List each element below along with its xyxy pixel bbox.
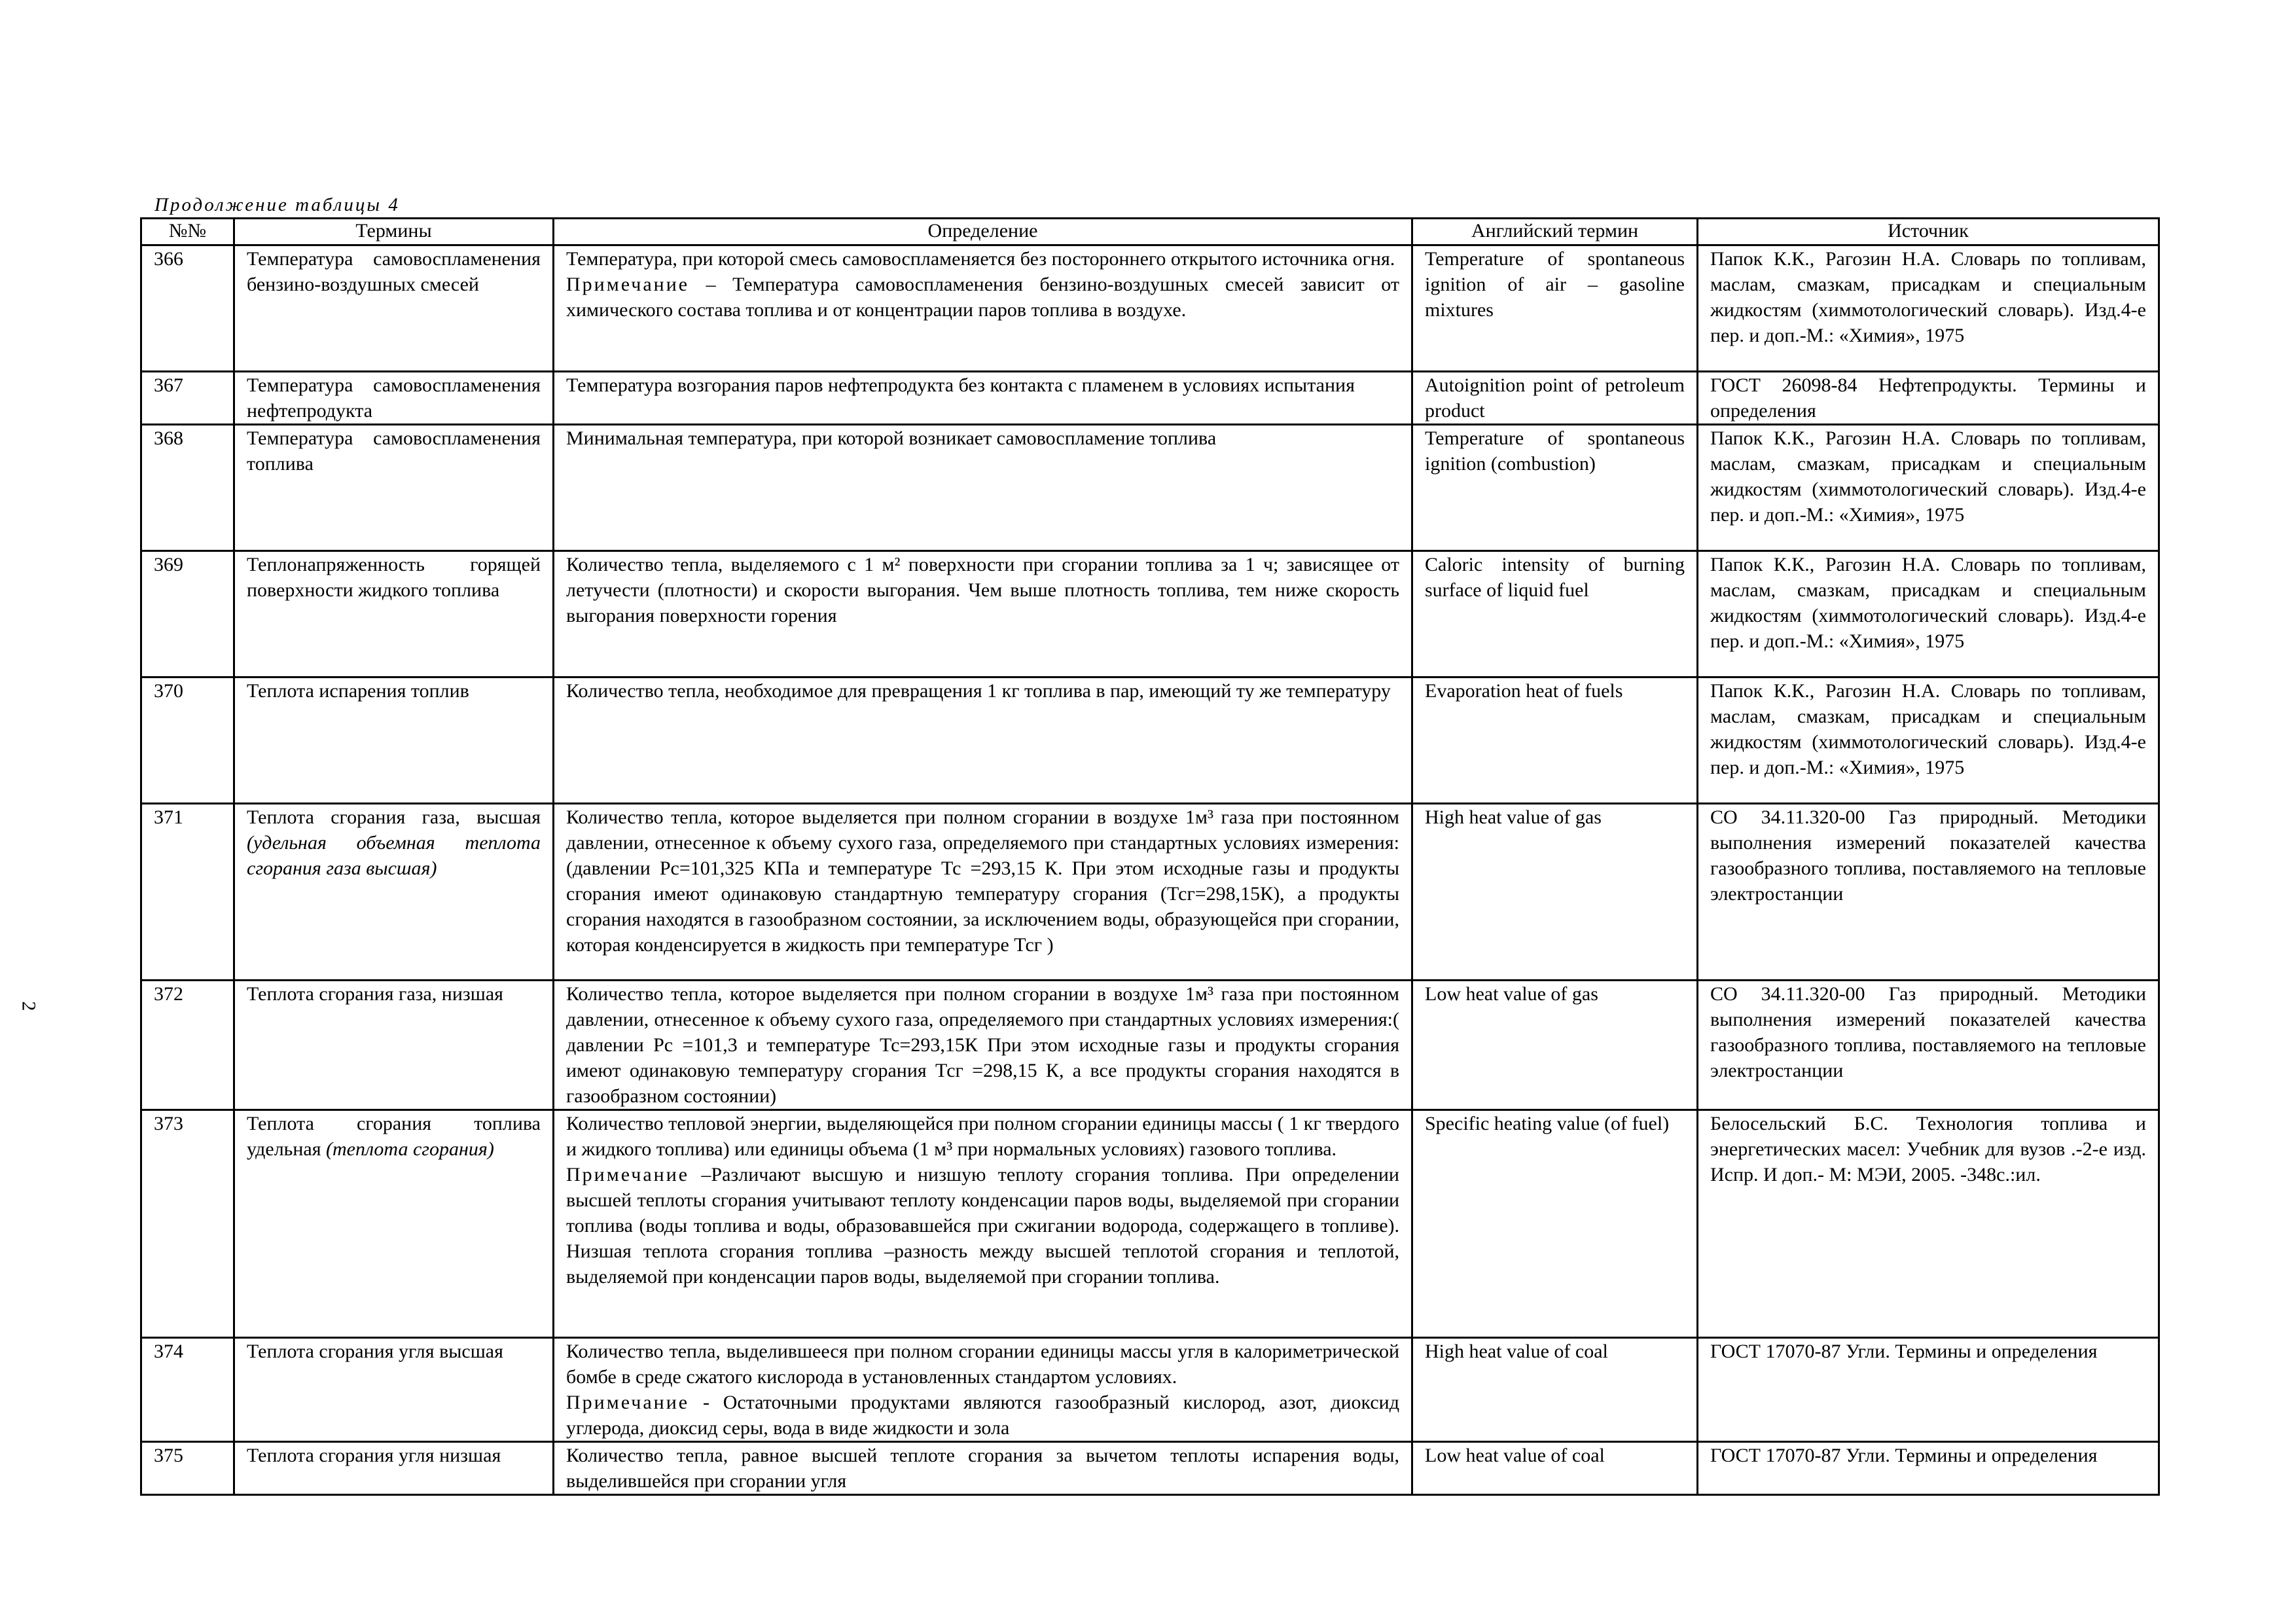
table-header-row bbox=[141, 219, 2159, 245]
source-cell bbox=[1698, 1110, 2159, 1338]
source-text: Папок К.К., Рагозин Н.А. Словарь по топливам, маслам, смазкам, присадкам и специальным жидкостям (химмотологический словарь). Изд.4-е пер. и доп.-М.: «Химия», 1975 bbox=[1710, 554, 2146, 652]
english-term: Specific heating value (of fuel) bbox=[1425, 1113, 1670, 1134]
term-cell bbox=[234, 1442, 554, 1495]
term-cell bbox=[234, 245, 554, 372]
term-cell bbox=[234, 551, 554, 677]
definition-text: Количество тепла, выделяемого с 1 м² поверхности при сгорании топлива за 1 ч; зависящее от летучести (плотности) и скорости выгорания. Чем выше плотность топлива, тем ниже скорость выгорания поверхности горения bbox=[566, 554, 1399, 626]
english-term-cell bbox=[1412, 677, 1698, 804]
term-cell bbox=[234, 1338, 554, 1442]
note-text: - Остаточными продуктами являются газообразный кислород, азот, диоксид углерода, диоксид серы, вода в виде жидкости и зола bbox=[566, 1392, 1399, 1439]
note-paragraph bbox=[566, 1162, 1399, 1290]
definition-paragraph bbox=[566, 678, 1399, 704]
english-term: Autoignition point of petroleum product bbox=[1425, 374, 1685, 422]
term-text: Температура самовоспламенения нефтепродукта bbox=[247, 374, 541, 422]
row-number-cell bbox=[141, 981, 234, 1110]
source-cell bbox=[1698, 245, 2159, 372]
term-cell bbox=[234, 372, 554, 425]
source-cell bbox=[1698, 372, 2159, 425]
definition-cell bbox=[554, 981, 1412, 1110]
term-cell bbox=[234, 425, 554, 551]
page-number: 2 bbox=[18, 1001, 40, 1011]
term-cell bbox=[234, 1110, 554, 1338]
definition-cell bbox=[554, 1442, 1412, 1495]
terms-table bbox=[140, 217, 2160, 1496]
term-text: Теплонапряженность горящей поверхности жидкого топлива bbox=[247, 554, 541, 601]
table-row bbox=[141, 551, 2159, 677]
term-cell bbox=[234, 981, 554, 1110]
header-terms: Термины bbox=[234, 219, 554, 245]
table-row bbox=[141, 425, 2159, 551]
note-paragraph bbox=[566, 272, 1399, 323]
definition-paragraph bbox=[566, 246, 1399, 272]
term-text: Теплота сгорания угля низшая bbox=[247, 1445, 501, 1466]
definition-text: Температура, при которой смесь самовоспламеняется без постороннего открытого источника огня. bbox=[566, 248, 1395, 270]
english-term-cell bbox=[1412, 1442, 1698, 1495]
english-term-cell bbox=[1412, 425, 1698, 551]
definition-cell bbox=[554, 551, 1412, 677]
row-number-cell bbox=[141, 551, 234, 677]
row-number: 374 bbox=[154, 1341, 183, 1362]
header-english-term: Английский термин bbox=[1412, 219, 1698, 245]
row-number: 367 bbox=[154, 374, 183, 396]
source-cell bbox=[1698, 425, 2159, 551]
english-term-cell bbox=[1412, 1110, 1698, 1338]
row-number: 375 bbox=[154, 1445, 183, 1466]
header-definition: Определение bbox=[554, 219, 1412, 245]
row-number-cell bbox=[141, 372, 234, 425]
source-text: ГОСТ 17070-87 Угли. Термины и определения bbox=[1710, 1445, 2098, 1466]
definition-cell bbox=[554, 372, 1412, 425]
source-cell bbox=[1698, 1338, 2159, 1442]
row-number: 369 bbox=[154, 554, 183, 575]
table-caption: Продолжение таблицы 4 bbox=[154, 194, 400, 215]
row-number: 368 bbox=[154, 427, 183, 449]
source-text: Белосельский Б.С. Технология топлива и энергетических масел: Учебник для вузов .-2-е изд. Испр. И доп.- М: МЭИ, 2005. -348с.:ил. bbox=[1710, 1113, 2146, 1185]
term-synonym: (удельная объемная теплота сгорания газа высшая) bbox=[247, 832, 541, 879]
source-text: СО 34.11.320-00 Газ природный. Методики выполнения измерений показателей качества газообразного топлива, поставляемого на тепловые электростанции bbox=[1710, 983, 2146, 1081]
english-term: Low heat value of coal bbox=[1425, 1445, 1605, 1466]
source-cell bbox=[1698, 551, 2159, 677]
english-term: High heat value of coal bbox=[1425, 1341, 1608, 1362]
row-number: 370 bbox=[154, 680, 183, 702]
note-label: Примечание bbox=[566, 1164, 690, 1185]
source-text: ГОСТ 17070-87 Угли. Термины и определения bbox=[1710, 1341, 2098, 1362]
definition-cell bbox=[554, 1338, 1412, 1442]
term-text: Теплота сгорания угля высшая bbox=[247, 1341, 503, 1362]
definition-paragraph bbox=[566, 425, 1399, 451]
source-cell bbox=[1698, 981, 2159, 1110]
term-cell bbox=[234, 677, 554, 804]
table-row bbox=[141, 1338, 2159, 1442]
definition-text: Количество тепла, которое выделяется при полном сгорании в воздухе 1м³ газа при постоянном давлении, отнесенное к объему сухого газа, определяемого при стандартных условиях измерения:( давлении Рс =101,3 и температуре Тс=293,15К При этом исходные газы и продукты сгорания имеют одинаковую температуру сгорания Тсг =298,15 К, а все продукты сгорания находятся в газообразном состоянии) bbox=[566, 983, 1399, 1107]
definition-paragraph bbox=[566, 804, 1399, 958]
source-text: ГОСТ 26098-84 Нефтепродукты. Термины и определения bbox=[1710, 374, 2146, 422]
row-number: 372 bbox=[154, 983, 183, 1005]
source-cell bbox=[1698, 1442, 2159, 1495]
note-paragraph bbox=[566, 1390, 1399, 1441]
source-text: Папок К.К., Рагозин Н.А. Словарь по топливам, маслам, смазкам, присадкам и специальным жидкостям (химмотологический словарь). Изд.4-е пер. и доп.-М.: «Химия», 1975 bbox=[1710, 248, 2146, 346]
table-row bbox=[141, 1442, 2159, 1495]
english-term: Evaporation heat of fuels bbox=[1425, 680, 1623, 702]
note-label: Примечание bbox=[566, 274, 690, 295]
row-number-cell bbox=[141, 804, 234, 981]
table-row bbox=[141, 981, 2159, 1110]
header-number: №№ bbox=[141, 219, 234, 245]
english-term-cell bbox=[1412, 245, 1698, 372]
note-text: – Температура самовоспламенения бензино-воздушных смесей зависит от химического состава топлива и от концентрации паров топлива в воздухе. bbox=[566, 274, 1399, 321]
definition-cell bbox=[554, 804, 1412, 981]
definition-paragraph bbox=[566, 981, 1399, 1109]
term-synonym: (теплота сгорания) bbox=[326, 1138, 494, 1160]
english-term-cell bbox=[1412, 372, 1698, 425]
row-number: 366 bbox=[154, 248, 183, 270]
english-term: Low heat value of gas bbox=[1425, 983, 1598, 1005]
definition-cell bbox=[554, 1110, 1412, 1338]
source-cell bbox=[1698, 677, 2159, 804]
definition-cell bbox=[554, 425, 1412, 551]
definition-paragraph bbox=[566, 1443, 1399, 1494]
english-term: Temperature of spontaneous ignition of air – gasoline mixtures bbox=[1425, 248, 1685, 321]
table-row bbox=[141, 804, 2159, 981]
definition-paragraph bbox=[566, 552, 1399, 628]
row-number-cell bbox=[141, 1442, 234, 1495]
source-cell bbox=[1698, 804, 2159, 981]
table-row bbox=[141, 677, 2159, 804]
definition-cell bbox=[554, 677, 1412, 804]
definition-paragraph bbox=[566, 1111, 1399, 1162]
table-row bbox=[141, 372, 2159, 425]
row-number-cell bbox=[141, 677, 234, 804]
definition-paragraph bbox=[566, 372, 1399, 398]
source-text: Папок К.К., Рагозин Н.А. Словарь по топливам, маслам, смазкам, присадкам и специальным жидкостям (химмотологический словарь). Изд.4-е пер. и доп.-М.: «Химия», 1975 bbox=[1710, 427, 2146, 526]
row-number-cell bbox=[141, 1338, 234, 1442]
term-text: Теплота испарения топлив bbox=[247, 680, 469, 702]
term-cell bbox=[234, 804, 554, 981]
definition-text: Минимальная температура, при которой возникает самовоспламение топлива bbox=[566, 427, 1217, 449]
term-text: Теплота сгорания топлива удельная bbox=[247, 1113, 541, 1160]
row-number-cell bbox=[141, 245, 234, 372]
definition-text: Количество тепла, необходимое для превращения 1 кг топлива в пар, имеющий ту же температуру bbox=[566, 680, 1391, 702]
term-text: Теплота сгорания газа, низшая bbox=[247, 983, 503, 1005]
term-text: Теплота сгорания газа, высшая bbox=[247, 806, 541, 828]
definition-text: Количество тепловой энергии, выделяющейся при полном сгорании единицы массы ( 1 кг твердого и жидкого топлива) или единицы объема (1 м³ при нормальных условиях) газового топлива. bbox=[566, 1113, 1399, 1160]
definition-text: Температура возгорания паров нефтепродукта без контакта с пламенем в условиях испытания bbox=[566, 374, 1355, 396]
row-number: 373 bbox=[154, 1113, 183, 1134]
table-row bbox=[141, 245, 2159, 372]
note-text: –Различают высшую и низшую теплоту сгорания топлива. При определении высшей теплоты сгорания учитывают теплоту конденсации паров воды, выделяемой при сгорании топлива (воды топлива и воды, образовавшейся при сжигании водорода, содержащего в топливе). Низшая теплота сгорания топлива –разность между высшей теплотой сгорания и теплотой, выделяемой при конденсации паров воды, выделяемой при сгорании топлива. bbox=[566, 1164, 1399, 1288]
definition-paragraph bbox=[566, 1339, 1399, 1390]
english-term-cell bbox=[1412, 1338, 1698, 1442]
definition-text: Количество тепла, выделившееся при полном сгорании единицы массы угля в калориметрической бомбе в среде сжатого кислорода в установленных стандартом условиях. bbox=[566, 1341, 1399, 1388]
table-body bbox=[141, 245, 2159, 1495]
term-text: Температура самовоспламенения топлива bbox=[247, 427, 541, 475]
term-text: Температура самовоспламенения бензино-воздушных смесей bbox=[247, 248, 541, 295]
table-row bbox=[141, 1110, 2159, 1338]
source-text: СО 34.11.320-00 Газ природный. Методики выполнения измерений показателей качества газообразного топлива, поставляемого на тепловые электростанции bbox=[1710, 806, 2146, 905]
definition-text: Количество тепла, равное высшей теплоте сгорания за вычетом теплоты испарения воды, выделившейся при сгорании угля bbox=[566, 1445, 1399, 1492]
definition-text: Количество тепла, которое выделяется при полном сгорании в воздухе 1м³ газа при постоянном давлении, отнесенное к объему сухого газа, определяемого при стандартных условиях измерения: (давлении Рс=101,325 КПа и температуре Тс =293,15 К. При этом исходные газы и продукты сгорания имеют одинаковую стандартную температуру сгорания (Тсг=298,15К), а продукты сгорания находятся в газообразном состоянии, за исключением воды, образующейся при сгорании, которая конденсируется в жидкость при температуре Тсг ) bbox=[566, 806, 1399, 956]
english-term-cell bbox=[1412, 804, 1698, 981]
english-term: Temperature of spontaneous ignition (combustion) bbox=[1425, 427, 1685, 475]
definition-cell bbox=[554, 245, 1412, 372]
english-term: High heat value of gas bbox=[1425, 806, 1602, 828]
row-number-cell bbox=[141, 1110, 234, 1338]
note-label: Примечание bbox=[566, 1392, 690, 1413]
source-text: Папок К.К., Рагозин Н.А. Словарь по топливам, маслам, смазкам, присадкам и специальным жидкостям (химмотологический словарь). Изд.4-е пер. и доп.-М.: «Химия», 1975 bbox=[1710, 680, 2146, 778]
row-number: 371 bbox=[154, 806, 183, 828]
row-number-cell bbox=[141, 425, 234, 551]
english-term-cell bbox=[1412, 551, 1698, 677]
header-source: Источник bbox=[1698, 219, 2159, 245]
english-term-cell bbox=[1412, 981, 1698, 1110]
english-term: Caloric intensity of burning surface of liquid fuel bbox=[1425, 554, 1685, 601]
